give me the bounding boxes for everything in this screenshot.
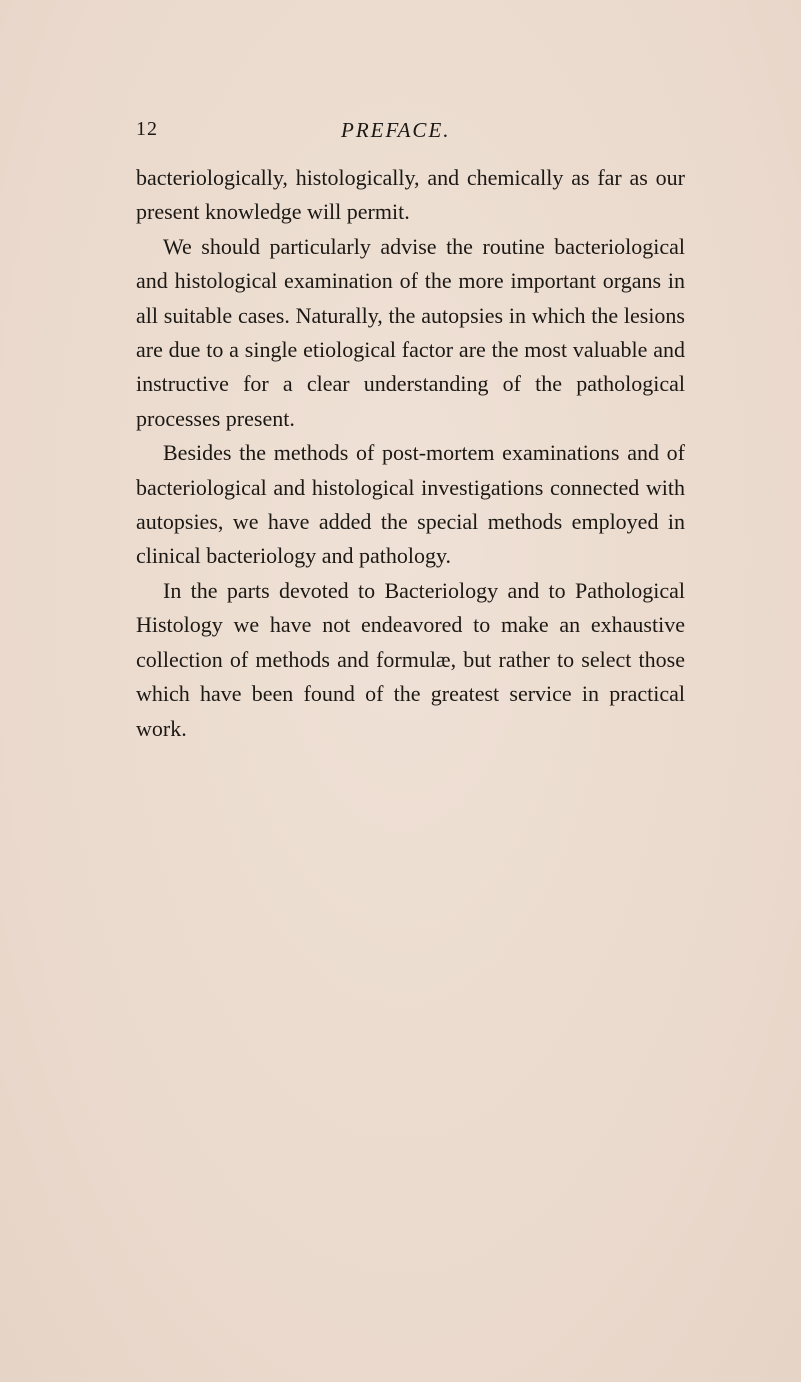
- running-title: PREFACE.: [341, 118, 451, 142]
- body-text: [136, 161, 685, 746]
- paragraph-continuation: bacteriologically, histologically, and chemically as far as our present knowledge will permit.: [136, 165, 685, 225]
- paragraph: Besides the methods of post-mortem examinations and of bacteriological and histological investigations connected with autopsies, we have added the special methods employed in clinical bacteriology and pathology.: [136, 440, 685, 569]
- page-number: 12: [136, 118, 158, 140]
- paragraph: In the parts devoted to Bacteriology and to Pathological Histology we have not endeavored to make an exhaustive collection of methods and formulæ, but rather to select those which have been found of the greatest service in practical work.: [136, 577, 685, 741]
- running-head: [136, 118, 685, 148]
- paragraph: We should particularly advise the routine bacteriological and histological examination of the more important organs in all suitable cases. Naturally, the autopsies in which the lesions are due to a single etiological factor are the most valuable and instructive for a clear understanding of the pathological processes present.: [136, 233, 685, 431]
